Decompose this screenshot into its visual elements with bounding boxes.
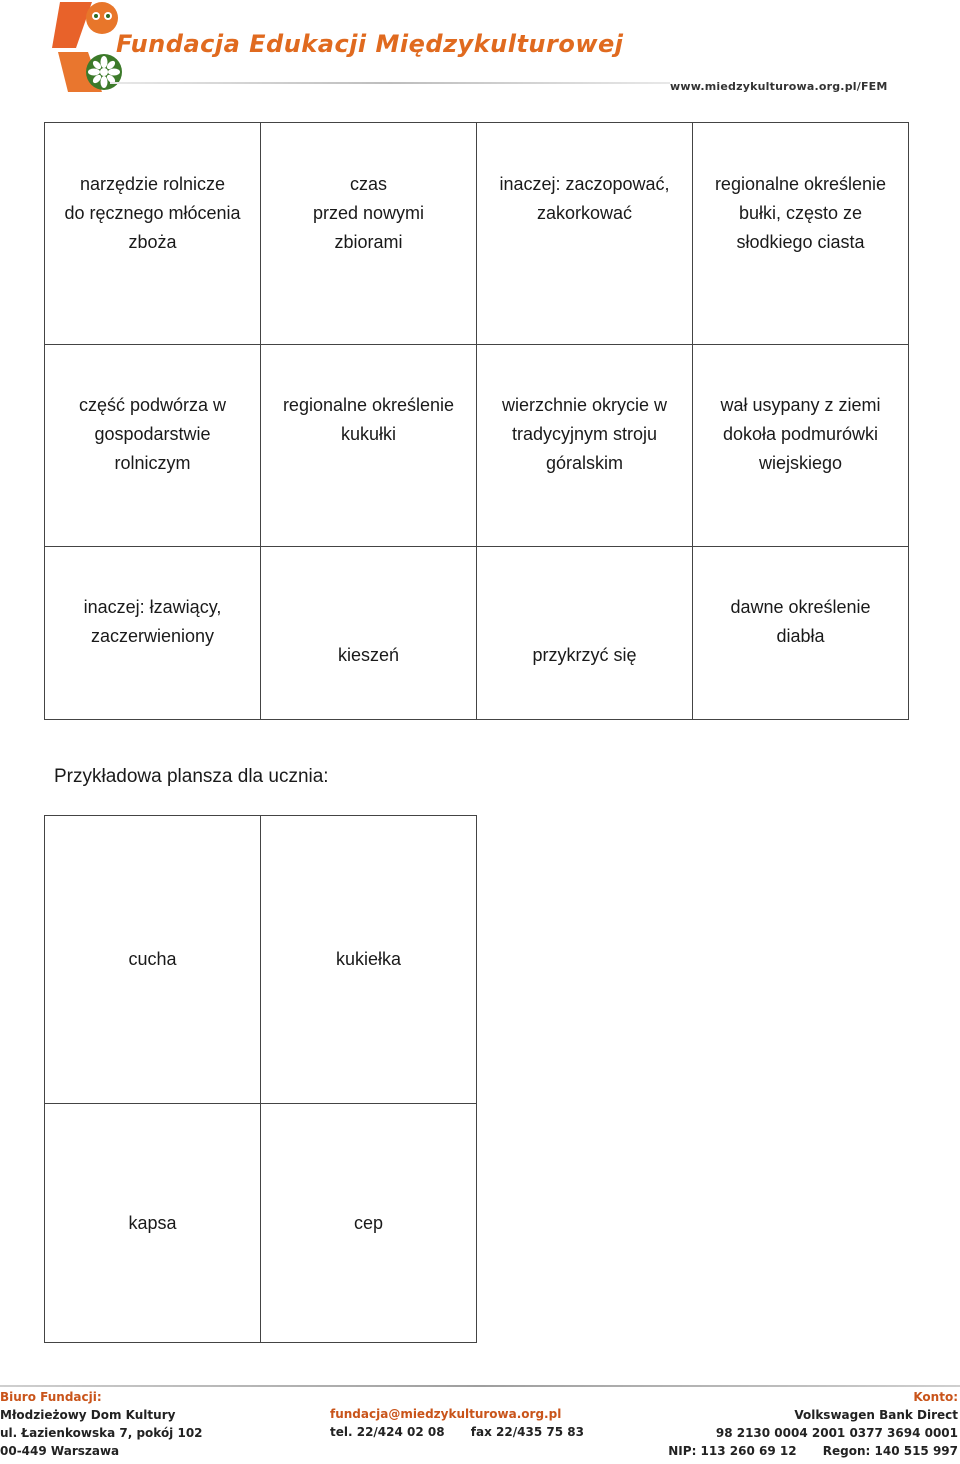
contact-fax: fax 22/435 75 83: [470, 1425, 584, 1439]
footer-account: [668, 1388, 958, 1460]
grid-cell: [693, 345, 909, 547]
grid-cell: [261, 1104, 477, 1343]
grid-cell: [261, 816, 477, 1104]
contact-phone: tel. 22/424 02 08: [330, 1425, 445, 1439]
cell-text: regionalne określenie kukułki: [282, 395, 455, 444]
grid-cell: [45, 547, 261, 720]
cell-text: część podwórza w gospodarstwie rolniczym: [78, 395, 227, 473]
grid-row: [45, 1104, 477, 1343]
grid-cell: [45, 345, 261, 547]
bank-name: Volkswagen Bank Direct: [794, 1408, 958, 1422]
grid-cell: [261, 123, 477, 345]
cell-text: kieszeń: [337, 645, 400, 665]
definitions-grid: [44, 122, 909, 720]
office-label: Biuro Fundacji:: [0, 1390, 102, 1404]
nip-number: NIP: 113 260 69 12: [668, 1444, 797, 1458]
grid-cell: [477, 345, 693, 547]
grid-row: [45, 345, 909, 547]
grid-cell: [477, 547, 693, 720]
sample-board-caption: Przykładowa plansza dla ucznia:: [54, 766, 329, 787]
regon-number: Regon: 140 515 997: [822, 1444, 958, 1458]
cell-text: wał usypany z ziemi dokoła podmurówki wiejskiego: [720, 395, 881, 473]
grid-cell: [693, 123, 909, 345]
office-city: 00-449 Warszawa: [0, 1444, 120, 1458]
cell-text: kukiełka: [335, 949, 402, 969]
website-url: www.miedzykulturowa.org.pl/FEM: [670, 80, 888, 93]
footer-office: [0, 1388, 203, 1460]
cell-text: kapsa: [128, 1212, 177, 1233]
organization-name: Fundacja Edukacji Międzykulturowej: [116, 30, 624, 58]
cell-text: dawne określenie diabła: [730, 597, 871, 646]
grid-row: [45, 547, 909, 720]
tax-ids: [668, 1442, 958, 1460]
header-divider: [110, 82, 670, 84]
grid-cell: [477, 123, 693, 345]
grid-cell: [261, 345, 477, 547]
letterhead: [0, 0, 960, 110]
cell-text: wierzchnie okrycie w tradycyjnym stroju góralskim: [501, 395, 668, 473]
cell-text: inaczej: zaczopować, zakorkować: [499, 174, 670, 223]
grid-cell: [45, 816, 261, 1104]
sample-board-grid: [44, 815, 477, 1343]
footer-contact: [330, 1405, 584, 1441]
account-number: 98 2130 0004 2001 0377 3694 0001: [715, 1426, 958, 1440]
grid-row: [45, 123, 909, 345]
office-address: ul. Łazienkowska 7, pokój 102: [0, 1426, 203, 1440]
contact-phones: [330, 1423, 584, 1441]
contact-email: fundacja@miedzykulturowa.org.pl: [330, 1407, 562, 1421]
cell-text: cep: [353, 1212, 384, 1233]
cell-text: przykrzyć się: [532, 645, 637, 665]
cell-text: regionalne określenie bułki, często ze słodkiego ciasta: [714, 174, 887, 252]
footer-divider: [0, 1385, 960, 1387]
grid-cell: [45, 123, 261, 345]
cell-text: inaczej: łzawiący, zaczerwieniony: [83, 597, 222, 646]
account-label: Konto:: [913, 1390, 958, 1404]
cell-text: cucha: [128, 949, 177, 969]
cell-text: narzędzie rolnicze do ręcznego młócenia zboża: [64, 174, 241, 252]
cell-text: czas przed nowymi zbiorami: [312, 174, 425, 252]
grid-cell: [693, 547, 909, 720]
grid-row: [45, 816, 477, 1104]
office-name: Młodzieżowy Dom Kultury: [0, 1408, 176, 1422]
grid-cell: [45, 1104, 261, 1343]
grid-cell: [261, 547, 477, 720]
